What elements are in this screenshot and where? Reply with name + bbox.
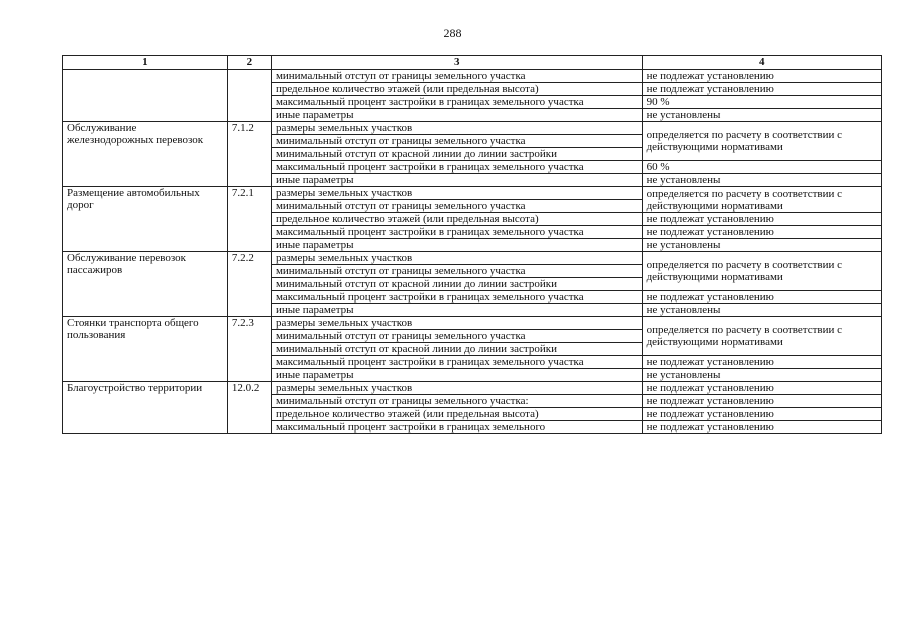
column-header: 4 [642, 56, 881, 70]
param-cell: минимальный отступ от границы земельного участка: [271, 395, 642, 408]
value-cell: не установлены [642, 239, 881, 252]
value-cell: не подлежат установлению [642, 291, 881, 304]
value-cell: не подлежат установлению [642, 395, 881, 408]
param-cell: максимальный процент застройки в границах земельного участка [271, 226, 642, 239]
value-cell: не подлежат установлению [642, 382, 881, 395]
use-type-name: Обслуживание железнодорожных перевозок [63, 122, 228, 187]
value-cell: не установлены [642, 369, 881, 382]
param-cell: минимальный отступ от красной линии до линии застройки [271, 343, 642, 356]
param-cell: максимальный процент застройки в границах земельного участка [271, 356, 642, 369]
param-cell: предельное количество этажей (или предельная высота) [271, 213, 642, 226]
param-cell: предельное количество этажей (или предельная высота) [271, 408, 642, 421]
use-type-code: 7.2.3 [227, 317, 271, 382]
value-cell: не подлежат установлению [642, 421, 881, 434]
param-cell: минимальный отступ от красной линии до линии застройки [271, 278, 642, 291]
param-cell: иные параметры [271, 174, 642, 187]
value-cell: определяется по расчету в соответствии с действующими нормативами [642, 317, 881, 356]
param-cell: минимальный отступ от границы земельного участка [271, 265, 642, 278]
use-type-name: Стоянки транспорта общего пользования [63, 317, 228, 382]
column-header: 2 [227, 56, 271, 70]
value-cell: определяется по расчету в соответствии с действующими нормативами [642, 122, 881, 161]
param-cell: предельное количество этажей (или предельная высота) [271, 83, 642, 96]
value-cell: определяется по расчету в соответствии с действующими нормативами [642, 187, 881, 213]
param-cell: иные параметры [271, 109, 642, 122]
value-cell: определяется по расчету в соответствии с действующими нормативами [642, 252, 881, 291]
param-cell: иные параметры [271, 369, 642, 382]
value-cell: не установлены [642, 304, 881, 317]
value-cell: не подлежат установлению [642, 83, 881, 96]
param-cell: максимальный процент застройки в границах земельного [271, 421, 642, 434]
param-cell: минимальный отступ от границы земельного участка [271, 200, 642, 213]
use-type-name: Благоустройство территории [63, 382, 228, 434]
param-cell: иные параметры [271, 239, 642, 252]
param-cell: минимальный отступ от границы земельного участка [271, 70, 642, 83]
use-type-name: Обслуживание перевозок пассажиров [63, 252, 228, 317]
value-cell: 60 % [642, 161, 881, 174]
table-row [63, 122, 882, 135]
continuation-name-cell [63, 70, 228, 122]
param-cell: минимальный отступ от границы земельного участка [271, 330, 642, 343]
use-type-code: 7.1.2 [227, 122, 271, 187]
param-cell: размеры земельных участков [271, 317, 642, 330]
use-type-name: Размещение автомобильных дорог [63, 187, 228, 252]
column-header: 3 [271, 56, 642, 70]
use-type-code: 7.2.1 [227, 187, 271, 252]
param-cell: минимальный отступ от красной линии до линии застройки [271, 148, 642, 161]
table-row [63, 187, 882, 200]
value-cell: не подлежат установлению [642, 70, 881, 83]
param-cell: размеры земельных участков [271, 382, 642, 395]
use-type-code: 12.0.2 [227, 382, 271, 434]
value-cell: не подлежат установлению [642, 408, 881, 421]
param-cell: максимальный процент застройки в границах земельного участка [271, 96, 642, 109]
continuation-code-cell [227, 70, 271, 122]
param-cell: размеры земельных участков [271, 122, 642, 135]
param-cell: минимальный отступ от границы земельного участка [271, 135, 642, 148]
page-number: 288 [443, 26, 462, 40]
value-cell: не установлены [642, 174, 881, 187]
value-cell: не подлежат установлению [642, 356, 881, 369]
param-cell: иные параметры [271, 304, 642, 317]
table-row [63, 382, 882, 395]
value-cell: не подлежат установлению [642, 213, 881, 226]
param-cell: максимальный процент застройки в границах земельного участка [271, 161, 642, 174]
value-cell: не подлежат установлению [642, 226, 881, 239]
param-cell: размеры земельных участков [271, 252, 642, 265]
land-use-parameters-table [62, 55, 882, 434]
value-cell: 90 % [642, 96, 881, 109]
table-header-row [63, 56, 882, 70]
column-header: 1 [63, 56, 228, 70]
table-row [63, 70, 882, 83]
use-type-code: 7.2.2 [227, 252, 271, 317]
table-row [63, 252, 882, 265]
param-cell: максимальный процент застройки в границах земельного участка [271, 291, 642, 304]
table-row [63, 317, 882, 330]
param-cell: размеры земельных участков [271, 187, 642, 200]
value-cell: не установлены [642, 109, 881, 122]
